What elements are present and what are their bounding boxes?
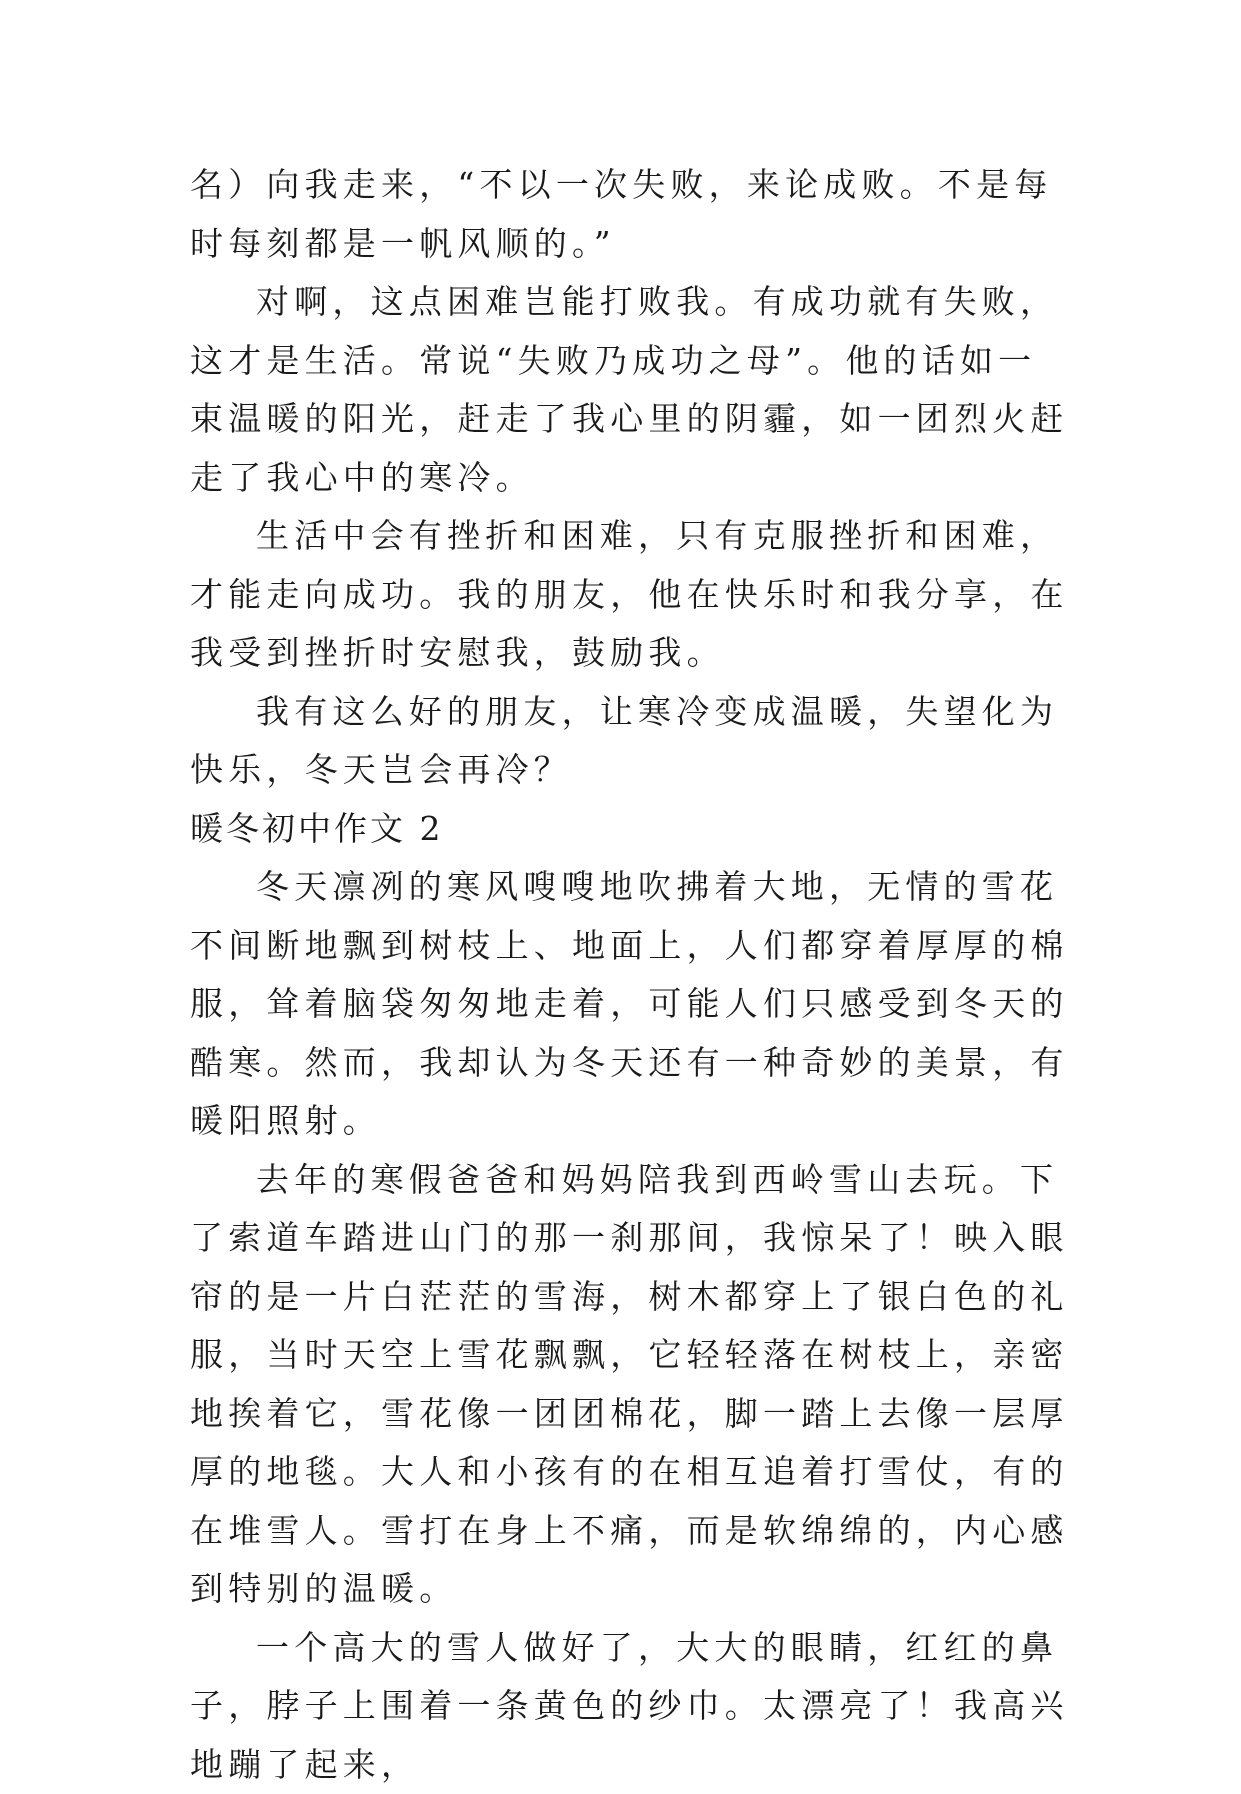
paragraph-4: 我有这么好的朋友，让寒冷变成温暖，失望化为快乐，冬天岂会再冷？ <box>190 683 1070 800</box>
paragraph-3: 生活中会有挫折和困难，只有克服挫折和困难，才能走向成功。我的朋友，他在快乐时和我分享，在我受到挫折时安慰我，鼓励我。 <box>190 507 1070 683</box>
section-heading: 暖冬初中作文 2 <box>190 800 1070 859</box>
paragraph-5: 冬天凛冽的寒风嗖嗖地吹拂着大地，无情的雪花不间断地飘到树枝上、地面上，人们都穿着厚厚的棉服，耸着脑袋匆匆地走着，可能人们只感受到冬天的酷寒。然而，我却认为冬天还有一种奇妙的美景，有暖阳照射。 <box>190 858 1070 1151</box>
paragraph-7: 一个高大的雪人做好了，大大的眼睛，红红的鼻子，脖子上围着一条黄色的纱巾。太漂亮了！我高兴地蹦了起来， <box>190 1619 1070 1794</box>
paragraph-6: 去年的寒假爸爸和妈妈陪我到西岭雪山去玩。下了索道车踏进山门的那一刹那间，我惊呆了！映入眼帘的是一片白茫茫的雪海，树木都穿上了银白色的礼服，当时天空上雪花飘飘，它轻轻落在树枝上，亲密地挨着它，雪花像一团团棉花，脚一踏上去像一层厚厚的地毯。大人和小孩有的在相互追着打雪仗，有的在堆雪人。雪打在身上不痛，而是软绵绵的，内心感到特别的温暖。 <box>190 1151 1070 1619</box>
paragraph-2: 对啊，这点困难岂能打败我。有成功就有失败，这才是生活。常说“失败乃成功之母”。他的话如一束温暖的阳光，赶走了我心里的阴霾，如一团烈火赶走了我心中的寒冷。 <box>190 273 1070 507</box>
paragraph-1: 名）向我走来，“不以一次失败，来论成败。不是每时每刻都是一帆风顺的。” <box>190 156 1070 273</box>
document-body <box>190 156 1070 1794</box>
